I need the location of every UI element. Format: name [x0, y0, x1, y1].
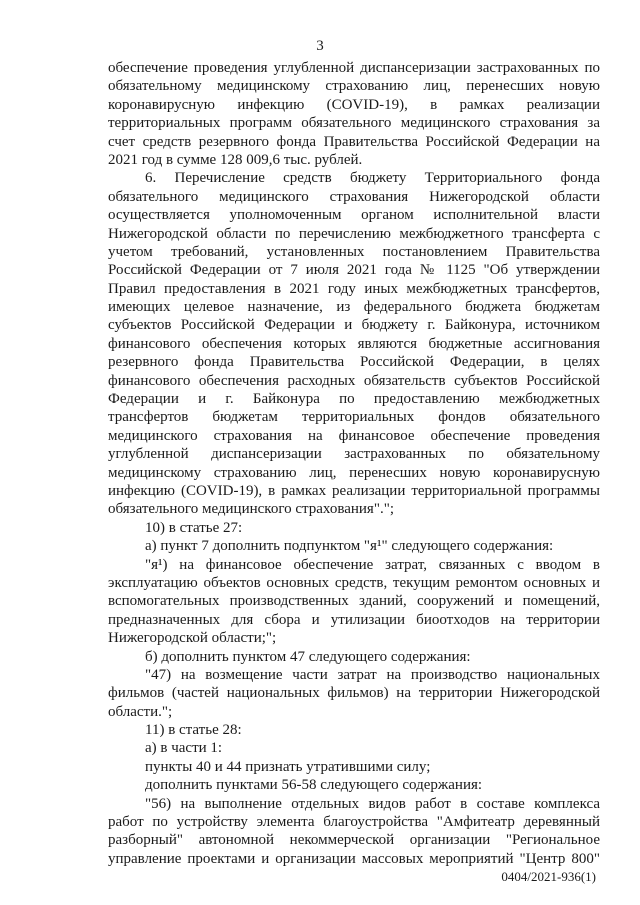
- text-line: осуществляется уполномоченным органом исполнительной власти: [108, 207, 600, 224]
- text-line: инфекцию (COVID-19), в рамках реализации территориальной программы: [108, 482, 600, 499]
- text-line: эксплуатацию объектов основных средств, текущим ремонтом основных и: [108, 574, 600, 591]
- text-line: а) в части 1:: [145, 740, 223, 757]
- text-line: дополнить пунктами 56-58 следующего содержания:: [145, 777, 483, 794]
- text-line: субъектов Российской Федерации и бюджету г. Байконура, источником: [108, 317, 600, 334]
- text-line: фильмов (частей национальных фильмов) на территории Нижегородской: [108, 685, 600, 702]
- text-line: 10) в статье 27:: [145, 519, 243, 536]
- text-line: обязательного медицинского страхования".";: [108, 501, 394, 518]
- text-line: б) дополнить пунктом 47 следующего содержания:: [145, 648, 471, 665]
- text-line: вспомогательных производственных зданий, сооружений и помещений,: [108, 593, 600, 610]
- text-line: пункты 40 и 44 признать утратившими силу;: [145, 758, 431, 775]
- text-line: предназначенных для сбора и утилизации биоотходов на территории: [108, 611, 600, 628]
- text-line: резервного фонда Правительства Российской Федерации, в целях: [108, 354, 600, 371]
- text-line: имеющих целевое назначение, из федерального бюджета бюджетам: [108, 299, 600, 316]
- document-body: [108, 59, 600, 868]
- text-line: медицинскому страхованию лиц, перенесших новую коронавирусную: [108, 464, 600, 481]
- text-line: Федерации и г. Байконура по предоставлению межбюджетных: [108, 391, 600, 408]
- text-line: "я¹) на финансовое обеспечение затрат, связанных с вводом в: [145, 556, 600, 573]
- text-line: Нижегородской области;";: [108, 630, 277, 647]
- text-line: учетом требований, установленных постановлением Правительства: [108, 243, 600, 260]
- text-line: коронавирусную инфекцию (COVID-19), в рамках реализации: [108, 96, 600, 113]
- text-line: 2021 год в сумме 128 009,6 тыс. рублей.: [108, 151, 363, 168]
- text-line: обеспечение проведения углубленной диспансеризации застрахованных по: [108, 60, 600, 76]
- text-line: работ по устройству элемента благоустройства "Амфитеатр деревянный: [108, 814, 600, 831]
- text-line: 11) в статье 28:: [145, 722, 242, 739]
- text-line: углубленной диспансеризации застрахованных по обязательному: [108, 446, 600, 463]
- text-line: обязательного медицинского страхования Нижегородской области: [108, 188, 600, 205]
- text-line: счет средств резервного фонда Правительства Российской Федерации на: [108, 133, 600, 150]
- text-line: области.";: [108, 703, 173, 720]
- text-line: "47) на возмещение части затрат на производство национальных: [145, 666, 600, 683]
- page-number: 3: [316, 38, 324, 54]
- text-line: территориальных программ обязательного медицинского страхования за: [108, 115, 600, 132]
- text-line: трансфертов бюджетам территориальных фондов обязательного: [108, 409, 600, 426]
- text-line: финансового обеспечения расходных обязательств субъектов Российской: [108, 372, 600, 389]
- document-registration-code: 0404/2021-936(1): [501, 869, 596, 884]
- text-line: Нижегородской области по перечислению межбюджетного трансферта с: [108, 225, 600, 242]
- text-line: финансового обеспечения которых являются бюджетные ассигнования: [108, 335, 600, 352]
- text-line: Российской Федерации от 7 июля 2021 года № 1125 "Об утверждении: [108, 262, 600, 279]
- text-line: Правил предоставления в 2021 году иных межбюджетных трансфертов,: [108, 280, 600, 297]
- text-line: 6. Перечисление средств бюджету Территориального фонда: [145, 170, 600, 187]
- text-line: разборный" автономной некоммерческой организации "Региональное: [108, 832, 600, 849]
- text-line: а) пункт 7 дополнить подпунктом "я¹" следующего содержания:: [145, 538, 554, 555]
- text-line: "56) на выполнение отдельных видов работ в составе комплекса: [145, 795, 600, 812]
- text-line: медицинского страхования на финансовое обеспечение проведения: [108, 427, 600, 444]
- text-line: управление проектами и организации массовых мероприятий "Центр 800": [108, 850, 600, 867]
- text-line: обязательному медицинскому страхованию лиц, перенесших новую: [108, 78, 600, 95]
